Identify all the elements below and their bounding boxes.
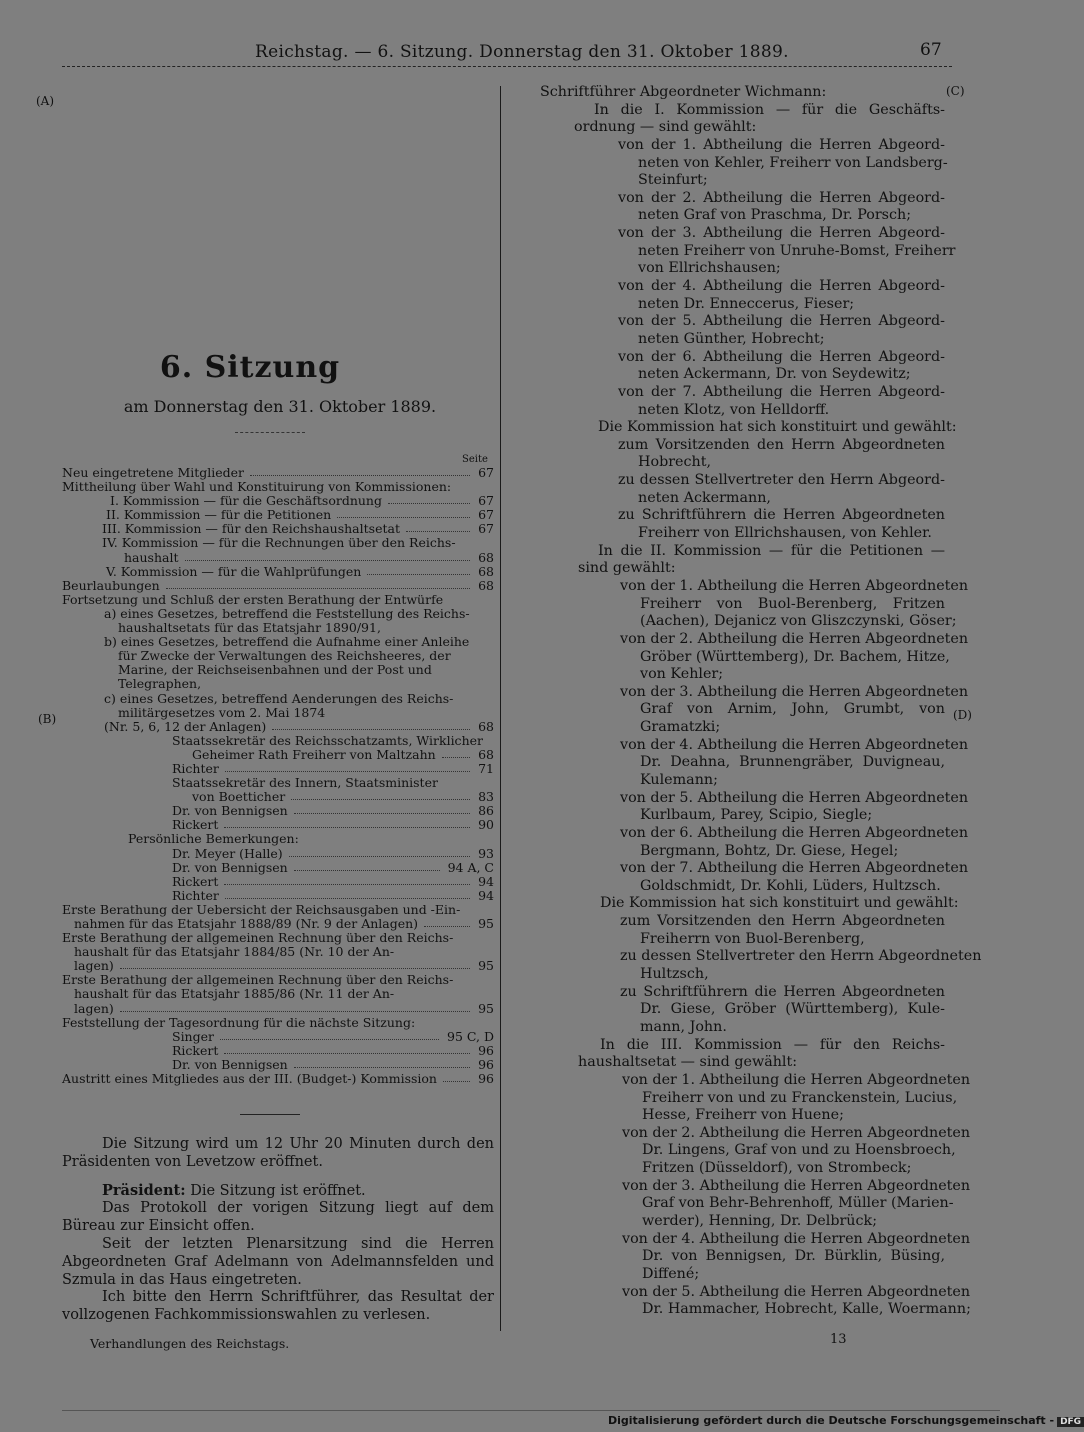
text-line: von der 1. Abtheilung die Herren Abgeordneten (622, 1071, 971, 1088)
text-line: Steinfurt; (638, 172, 708, 189)
text-line: zum Vorsitzenden den Herrn Abgeordneten (620, 913, 945, 930)
toc-row (62, 621, 494, 635)
toc-row (62, 1002, 494, 1016)
right-column-text (540, 84, 982, 1319)
page-header (0, 40, 1000, 70)
toc-row (62, 565, 494, 579)
toc-row (62, 776, 494, 790)
protocol-paragraph: Das Protokoll der vorigen Sitzung liegt auf dem Büreau zur Einsicht offen. (62, 1200, 494, 1235)
text-line: Freiherr von Ellrichshausen, von Kehler. (638, 525, 932, 542)
leader-dots (220, 1039, 439, 1040)
proceedings-text (62, 1136, 494, 1325)
leader-dots (424, 926, 470, 927)
president-statement: Die Sitzung ist eröffnet. (190, 1182, 366, 1199)
text-line: Dr. Lingens, Graf von und zu Hoensbroech, (642, 1142, 956, 1159)
toc-row (62, 818, 494, 832)
toc-row (62, 579, 494, 593)
toc-entry-page: 67 (478, 465, 494, 480)
toc-entry-text: haushalt für das Etatsjahr 1884/85 (Nr. 10 der An- (74, 944, 395, 960)
toc-entry-text: von Boetticher (192, 789, 286, 805)
toc-entry-page: 90 (478, 817, 494, 833)
text-line: neten von Kehler, Freiherr von Landsberg- (638, 154, 948, 171)
text-line: von der 1. Abtheilung die Herren Abgeordneten (620, 577, 969, 594)
digitization-credit (608, 1414, 1084, 1427)
request-paragraph: Ich bitte den Herrn Schriftführer, das Resultat der vollzogenen Fachkommissionswahlen zu verlesen. (62, 1289, 494, 1324)
toc-row (62, 677, 494, 691)
text-line: von der 2. Abtheilung die Herren Abgeord- (618, 189, 945, 206)
text-line: Dr. Hammacher, Hobrecht, Kalle, Woermann; (642, 1301, 971, 1318)
text-line: In die I. Kommission — für die Geschäfts- (594, 101, 945, 118)
speaker-label: Präsident: (102, 1181, 186, 1199)
toc-row (62, 973, 494, 987)
leader-dots (294, 1067, 470, 1068)
toc-row (62, 861, 494, 875)
text-line: Die Kommission hat sich konstituirt und gewählt: (598, 419, 957, 436)
toc-entry-text: haushalt für das Etatsjahr 1885/86 (Nr. 11 der An- (74, 986, 395, 1002)
text-line: von Ellrichshausen; (638, 260, 781, 277)
toc-row (62, 635, 494, 649)
text-line: Hobrecht, (638, 454, 712, 471)
margin-marker-c: (C) (946, 84, 965, 98)
text-line: von der 4. Abtheilung die Herren Abgeordneten (620, 736, 969, 753)
text-line: In die III. Kommission — für den Reichs- (600, 1036, 945, 1053)
toc-entry-text: IV. Kommission — für die Rechnungen über den Reichs- (102, 535, 456, 551)
leader-dots (272, 729, 470, 730)
leader-dots (443, 1081, 470, 1082)
toc-entry-page: 96 (478, 1071, 494, 1087)
toc-entry-text: Feststellung der Tagesordnung für die nächste Sitzung: (62, 1014, 416, 1030)
text-line: In die II. Kommission — für die Petitionen — (598, 542, 945, 559)
toc-entry-text: Staatssekretär des Innern, Staatsminister (172, 775, 438, 791)
leader-dots (367, 574, 470, 575)
leader-dots (224, 1053, 470, 1054)
toc-row (62, 692, 494, 706)
toc-row (62, 522, 494, 536)
leader-dots (442, 757, 470, 758)
toc-entry-text: haushaltsetats für das Etatsjahr 1890/91, (118, 620, 381, 636)
text-line: Bergmann, Bohtz, Dr. Giese, Hegel; (640, 842, 899, 859)
text-line: von der 7. Abtheilung die Herren Abgeordneten (620, 860, 969, 877)
toc-entry-text: c) eines Gesetzes, betreffend Aenderungen des Reichs- (104, 690, 454, 706)
toc-entry-text: Fortsetzung und Schluß der ersten Berathung der Entwürfe (62, 591, 444, 607)
toc-entry-text: Rickert (172, 817, 219, 833)
text-line: Die Kommission hat sich konstituirt und gewählt: (600, 895, 959, 912)
toc-row (62, 959, 494, 973)
toc-entry-page: 95 (478, 958, 494, 974)
text-line: von der 5. Abtheilung die Herren Abgeordneten (622, 1283, 971, 1300)
leader-dots (294, 870, 440, 871)
text-line: von der 6. Abtheilung die Herren Abgeordneten (620, 824, 969, 841)
text-line: (Aachen), Dejanicz von Gliszczynski, Göser; (640, 613, 957, 630)
toc-entry-text: nahmen für das Etatsjahr 1888/89 (Nr. 9 der Anlagen) (74, 916, 419, 931)
toc-entry-text: Richter (172, 887, 219, 903)
toc-entry-text: Rickert (172, 1042, 219, 1058)
text-line: Dr. von Bennigsen, Dr. Bürklin, Büsing, (642, 1248, 945, 1265)
toc-entry-text: für Zwecke der Verwaltungen des Reichsheeres, der (118, 648, 451, 664)
text-line: Goldschmidt, Dr. Kohli, Lüders, Hultzsch. (640, 877, 941, 894)
toc-entry-page: 67 (478, 507, 494, 523)
toc-entry-text: I. Kommission — für die Geschäftsordnung (110, 493, 382, 509)
text-line: Graf von Behr-Behrenhoff, Müller (Marien- (642, 1195, 954, 1212)
text-line: von der 5. Abtheilung die Herren Abgeordneten (620, 789, 969, 806)
toc-entry-page: 95 (478, 1000, 494, 1016)
running-title: Reichstag. — 6. Sitzung. Donnerstag den 31. Oktober 1889. (255, 42, 789, 62)
toc-entry-page: 71 (478, 760, 494, 776)
text-line: von der 2. Abtheilung die Herren Abgeordneten (622, 1124, 971, 1141)
toc-entry-text: II. Kommission — für die Petitionen (106, 507, 332, 523)
toc-entry-text: Erste Berathung der Uebersicht der Reichsausgaben und -Ein- (62, 901, 461, 917)
text-line: Freiherr von und zu Franckenstein, Lucius, (642, 1089, 958, 1106)
leader-dots (289, 856, 470, 857)
toc-entry-text: Staatssekretär des Reichsschatzamts, Wirklicher (172, 732, 483, 748)
text-line: Kulemann; (640, 771, 718, 788)
text-line: zu dessen Stellvertreter den Herrn Abgeordneten (620, 948, 982, 965)
publication-note: Verhandlungen des Reichstags. (90, 1336, 290, 1351)
toc-entry-page: 93 (478, 845, 494, 861)
text-line: zu Schriftführern die Herren Abgeordneten (618, 507, 945, 524)
text-line: von der 6. Abtheilung die Herren Abgeord- (618, 348, 945, 365)
text-line: zum Vorsitzenden den Herrn Abgeordneten (618, 436, 945, 453)
toc-entry-text: Dr. Meyer (Halle) (172, 845, 283, 861)
page-number: 67 (920, 40, 942, 60)
leader-dots (291, 799, 470, 800)
toc-row (62, 790, 494, 804)
text-line: von der 5. Abtheilung die Herren Abgeord- (618, 313, 945, 330)
table-of-contents (62, 466, 494, 1086)
toc-entry-text: Dr. von Bennigsen (172, 803, 288, 819)
text-line: haushaltsetat — sind gewählt: (578, 1054, 798, 1071)
president-paragraph (62, 1182, 494, 1201)
toc-row (62, 945, 494, 959)
leader-dots (225, 898, 470, 899)
text-line: sind gewählt: (578, 560, 676, 577)
leader-dots (225, 771, 470, 772)
column-divider (500, 86, 501, 1331)
toc-row (62, 762, 494, 776)
toc-entry-page: 94 A, C (447, 859, 494, 875)
signature-mark: 13 (830, 1332, 847, 1347)
margin-marker-b: (B) (38, 712, 57, 726)
toc-row (62, 508, 494, 522)
toc-entry-page: 68 (478, 563, 494, 579)
toc-row (62, 748, 494, 762)
toc-entry-page: 94 (478, 887, 494, 903)
toc-entry-page: 68 (478, 718, 494, 734)
toc-entry-text: III. Kommission — für den Reichshaushaltsetat (102, 521, 400, 537)
toc-entry-text: Richter (172, 760, 219, 776)
session-heading: 6. Sitzung (159, 350, 341, 385)
session-date: am Donnerstag den 31. Oktober 1889. (123, 397, 437, 416)
text-line: ordnung — sind gewählt: (574, 119, 757, 136)
toc-row (62, 720, 494, 734)
text-line: zu dessen Stellvertreter den Herrn Abgeord- (618, 472, 945, 489)
toc-page-column-label: Seite (462, 454, 488, 465)
toc-row (62, 551, 494, 565)
toc-entry-text: Telegraphen, (118, 676, 202, 692)
text-line: Dr. Giese, Gröber (Württemberg), Kule- (640, 1001, 945, 1018)
dfg-logo: DFG (1057, 1417, 1084, 1427)
footer-rule (62, 1410, 1000, 1411)
toc-entry-page: 67 (478, 493, 494, 509)
leader-dots (224, 884, 470, 885)
new-members-paragraph: Seit der letzten Plenarsitzung sind die Herren Abgeordneten Graf Adelmann von Adelmannsfelden und Szmula in das Haus eingetreten. (62, 1235, 494, 1288)
toc-row (62, 1030, 494, 1044)
header-rule (62, 66, 952, 67)
toc-row (62, 649, 494, 663)
margin-marker-a: (A) (36, 94, 55, 108)
toc-entry-text: b) eines Gesetzes, betreffend die Aufnahme einer Anleihe (104, 634, 470, 650)
toc-entry-text: Dr. von Bennigsen (172, 859, 288, 875)
text-line: Hesse, Freiherr von Huene; (642, 1107, 844, 1124)
margin-marker-d: (D) (953, 708, 972, 722)
toc-entry-text: Mittheilung über Wahl und Konstituirung von Kommissionen: (62, 479, 452, 495)
text-line: Diffené; (642, 1265, 700, 1282)
text-line: neten Ackermann, (638, 489, 771, 506)
leader-dots (294, 813, 470, 814)
text-line: von der 4. Abtheilung die Herren Abgeord- (618, 278, 945, 295)
toc-entry-page: 95 (478, 916, 494, 931)
toc-entry-text: Rickert (172, 873, 219, 889)
text-line: Hultzsch, (640, 966, 709, 983)
text-line: Freiherr von Buol-Berenberg, Fritzen (640, 595, 945, 612)
leader-dots (224, 827, 470, 828)
leader-dots (185, 560, 470, 561)
toc-entry-text: militärgesetzes vom 2. Mai 1874 (118, 704, 326, 720)
text-line: Freiherrn von Buol-Berenberg, (640, 930, 865, 947)
toc-entry-page: 68 (478, 549, 494, 565)
toc-row (62, 832, 494, 846)
leader-dots (406, 531, 470, 532)
toc-row (62, 593, 494, 607)
text-line: neten Günther, Hobrecht; (638, 330, 825, 347)
toc-row (62, 847, 494, 861)
text-line: Kurlbaum, Parey, Scipio, Siegle; (640, 807, 873, 824)
toc-row (62, 1016, 494, 1030)
toc-entry-page: 95 C, D (447, 1028, 494, 1044)
text-line: zu Schriftführern die Herren Abgeordneten (620, 983, 945, 1000)
toc-row (62, 804, 494, 818)
toc-entry-text: Austritt eines Mitgliedes aus der III. (Budget-) Kommission (62, 1071, 437, 1087)
text-line: von der 3. Abtheilung die Herren Abgeordneten (620, 683, 969, 700)
text-line: neten Klotz, von Helldorff. (638, 401, 830, 418)
toc-row (62, 607, 494, 621)
opening-paragraph: Die Sitzung wird um 12 Uhr 20 Minuten durch den Präsidenten von Levetzow eröffnet. (62, 1136, 494, 1170)
credit-text: Digitalisierung gefördert durch die Deutsche Forschungsgemeinschaft - (608, 1414, 1055, 1427)
toc-entry-text: Erste Berathung der allgemeinen Rechnung über den Reichs- (62, 930, 454, 946)
toc-entry-page: 67 (478, 521, 494, 537)
toc-row (62, 480, 494, 494)
leader-dots (120, 968, 470, 969)
toc-entry-text: haushalt (124, 549, 179, 565)
text-line: von der 2. Abtheilung die Herren Abgeordneten (620, 630, 969, 647)
leader-dots (250, 475, 470, 476)
toc-entry-page: 68 (478, 577, 494, 593)
toc-row (62, 917, 494, 931)
toc-entry-page: 94 (478, 873, 494, 889)
text-line: von der 4. Abtheilung die Herren Abgeordneten (622, 1230, 971, 1247)
text-line: neten Dr. Enneccerus, Fieser; (638, 295, 855, 312)
toc-entry-text: Beurlaubungen (62, 577, 160, 593)
toc-entry-page: 86 (478, 803, 494, 819)
toc-row (62, 1044, 494, 1058)
text-line: von Kehler; (640, 666, 724, 683)
toc-row (62, 889, 494, 903)
toc-row (62, 734, 494, 748)
toc-entry-text: Erste Berathung der allgemeinen Rechnung über den Reichs- (62, 972, 454, 988)
text-line: werder), Henning, Dr. Delbrück; (642, 1213, 878, 1229)
toc-entry-page: 68 (478, 746, 494, 762)
toc-entry-text: Singer (172, 1028, 214, 1044)
toc-row (62, 494, 494, 508)
toc-entry-text: (Nr. 5, 6, 12 der Anlagen) (104, 718, 267, 734)
toc-entry-text: Marine, der Reichseisenbahnen und der Post und (118, 662, 432, 678)
toc-entry-text: a) eines Gesetzes, betreffend die Feststellung des Reichs- (104, 605, 470, 621)
toc-entry-text: V. Kommission — für die Wahlprüfungen (106, 563, 362, 579)
section-separator (240, 1114, 300, 1115)
text-line: Dr. Deahna, Brunnengräber, Duvigneau, (640, 754, 945, 771)
toc-row (62, 903, 494, 917)
heading-ornament (235, 432, 305, 433)
leader-dots (388, 503, 470, 504)
leader-dots (337, 517, 470, 518)
toc-entry-text: lagen) (74, 958, 114, 974)
toc-row (62, 663, 494, 677)
text-line: Gröber (Württemberg), Dr. Bachem, Hitze, (640, 648, 950, 665)
toc-row (62, 987, 494, 1001)
leader-dots (166, 588, 470, 589)
text-line: Gramatzki; (640, 719, 721, 736)
toc-entry-page: 96 (478, 1056, 494, 1072)
toc-row (62, 1072, 494, 1086)
text-line: neten Graf von Praschma, Dr. Porsch; (638, 207, 912, 224)
toc-entry-page: 83 (478, 789, 494, 805)
text-line: von der 3. Abtheilung die Herren Abgeord- (618, 225, 945, 242)
text-line: Graf von Arnim, John, Grumbt, von (640, 701, 945, 718)
text-line: Schriftführer Abgeordneter Wichmann: (540, 84, 827, 100)
leader-dots (120, 1011, 470, 1012)
toc-row (62, 706, 494, 720)
toc-row (62, 536, 494, 550)
text-line: von der 3. Abtheilung die Herren Abgeordneten (622, 1177, 971, 1194)
text-line: von der 7. Abtheilung die Herren Abgeord- (618, 383, 945, 400)
toc-row (62, 1058, 494, 1072)
text-line: neten Freiherr von Unruhe-Bomst, Freiherr (638, 242, 956, 259)
toc-row (62, 466, 494, 480)
toc-entry-page: 96 (478, 1042, 494, 1058)
toc-entry-text: Dr. von Bennigsen (172, 1056, 288, 1072)
toc-row (62, 875, 494, 889)
toc-entry-text: Neu eingetretene Mitglieder (62, 465, 245, 480)
text-line: neten Ackermann, Dr. von Seydewitz; (638, 366, 911, 383)
text-line: Fritzen (Düsseldorf), von Strombeck; (642, 1160, 912, 1177)
toc-entry-text: lagen) (74, 1000, 114, 1016)
toc-row (62, 931, 494, 945)
toc-entry-text: Persönliche Bemerkungen: (128, 831, 299, 847)
text-line: von der 1. Abtheilung die Herren Abgeord- (618, 136, 945, 153)
toc-entry-text: Geheimer Rath Freiherr von Maltzahn (192, 746, 436, 762)
text-line: mann, John. (640, 1018, 727, 1035)
